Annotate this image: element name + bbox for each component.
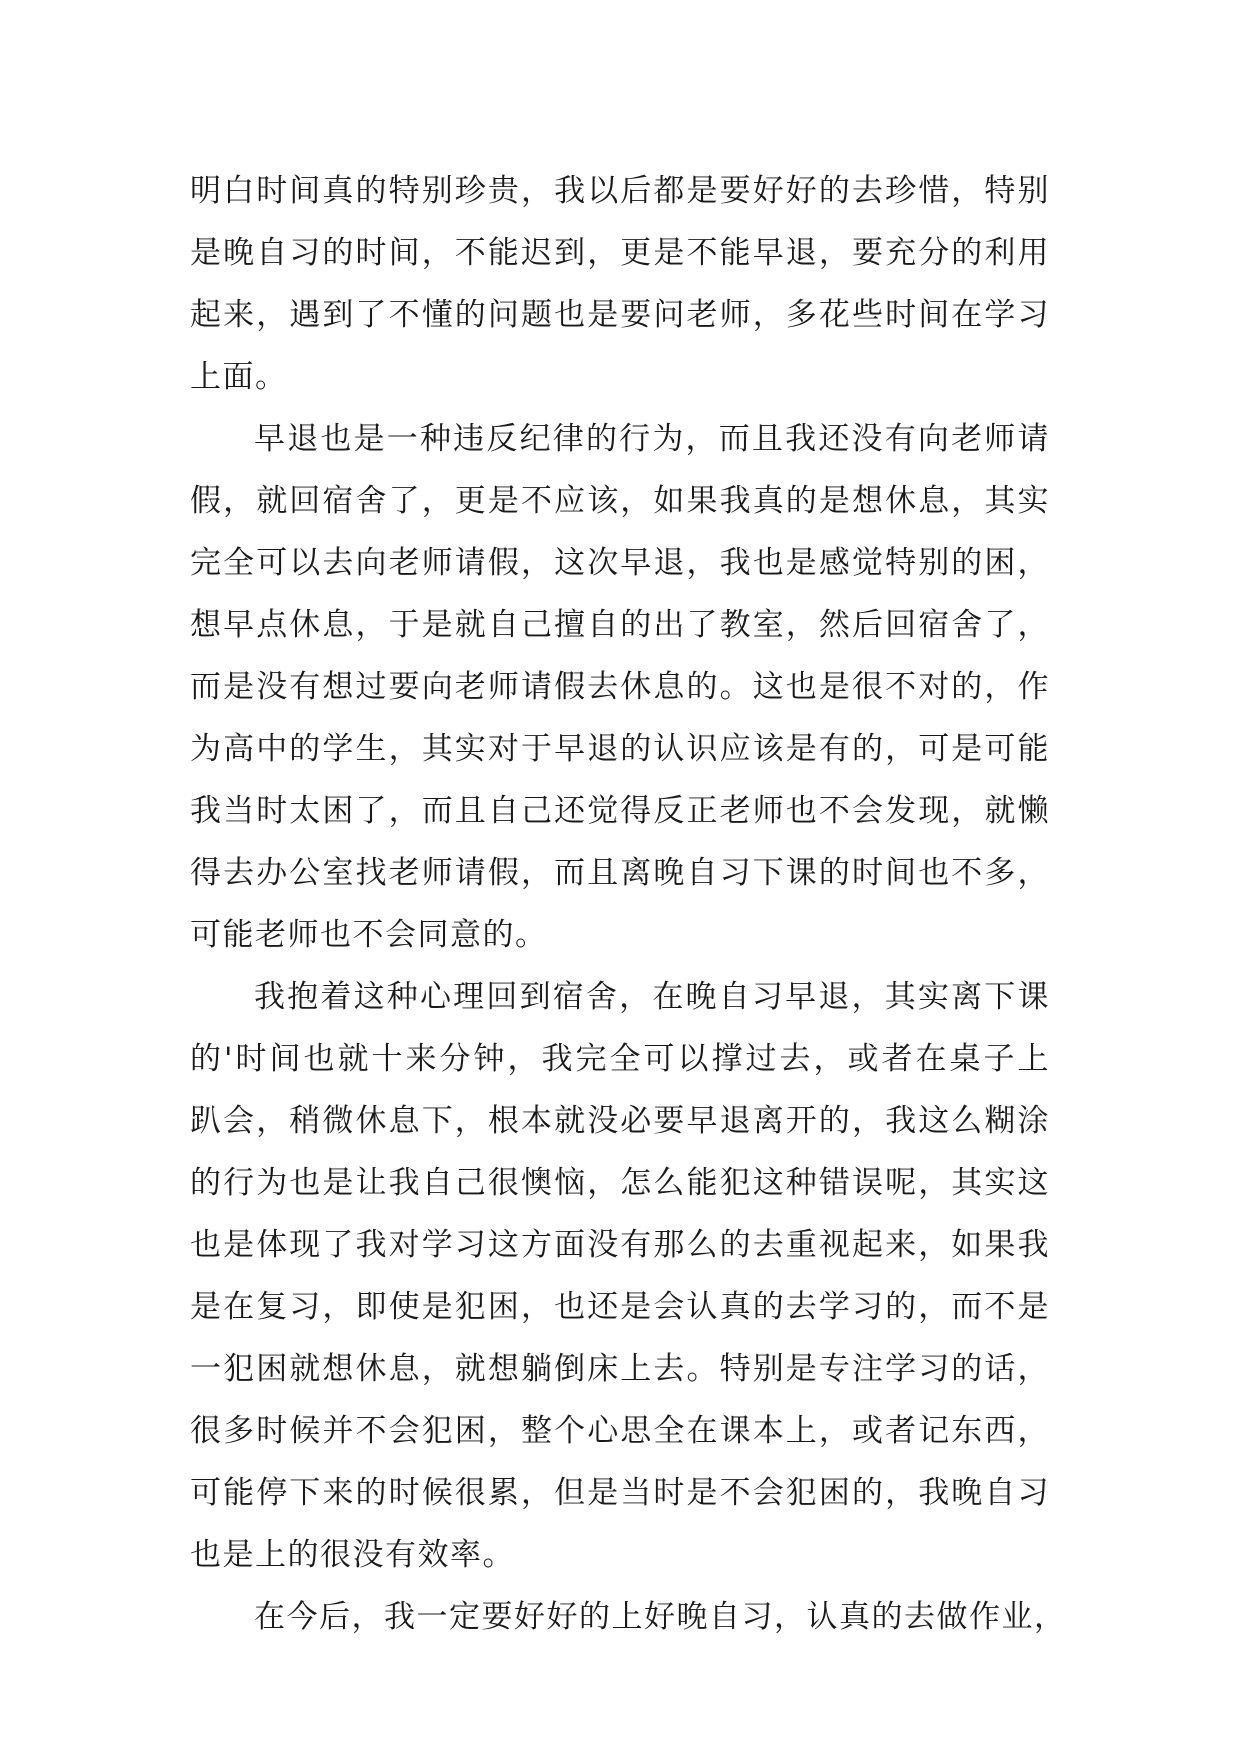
text-line: 的行为也是让我自己很懊恼，怎么能犯这种错误呢，其实这 <box>190 1165 1050 1201</box>
text-line: 得去办公室找老师请假，而且离晚自习下课的时间也不多， <box>190 855 1050 891</box>
text-line: 趴会，稍微休息下，根本就没必要早退离开的，我这么糊涂 <box>190 1103 1050 1139</box>
text-line: 明白时间真的特别珍贵，我以后都是要好好的去珍惜，特别 <box>190 173 1050 209</box>
text-line: 上面。 <box>190 359 288 395</box>
text-line: 是在复习，即使是犯困，也还是会认真的去学习的，而不是 <box>190 1289 1050 1325</box>
text-line: 假，就回宿舍了，更是不应该，如果我真的是想休息，其实 <box>190 483 1050 519</box>
text-line: 也是上的很没有效率。 <box>190 1537 515 1573</box>
text-line: 可能老师也不会同意的。 <box>190 917 548 953</box>
text-line: 一犯困就想休息，就想躺倒床上去。特别是专注学习的话， <box>190 1351 1050 1387</box>
text-line: 可能停下来的时候很累，但是当时是不会犯困的，我晚自习 <box>190 1475 1050 1511</box>
paragraph-first-line: 早退也是一种违反纪律的行为，而且我还没有向老师请 <box>254 421 1050 457</box>
text-line: 是晚自习的时间，不能迟到，更是不能早退，要充分的利用 <box>190 235 1050 271</box>
text-line: 起来，遇到了不懂的问题也是要问老师，多花些时间在学习 <box>190 297 1050 333</box>
text-line: 的'时间也就十来分钟，我完全可以撑过去，或者在桌子上 <box>190 1041 1050 1077</box>
paragraph-first-line: 在今后，我一定要好好的上好晚自习，认真的去做作业， <box>254 1599 1067 1635</box>
text-line: 为高中的学生，其实对于早退的认识应该是有的，可是可能 <box>190 731 1050 767</box>
text-line: 也是体现了我对学习这方面没有那么的去重视起来，如果我 <box>190 1227 1050 1263</box>
text-line: 我当时太困了，而且自己还觉得反正老师也不会发现，就懒 <box>190 793 1050 829</box>
text-line: 很多时候并不会犯困，整个心思全在课本上，或者记东西， <box>190 1413 1050 1449</box>
paragraph-first-line: 我抱着这种心理回到宿舍，在晚自习早退，其实离下课 <box>254 979 1050 1015</box>
document-body <box>190 160 1067 1648</box>
text-line: 完全可以去向老师请假，这次早退，我也是感觉特别的困， <box>190 545 1050 581</box>
text-line: 而是没有想过要向老师请假去休息的。这也是很不对的，作 <box>190 669 1050 705</box>
text-line: 想早点休息，于是就自己擅自的出了教室，然后回宿舍了， <box>190 607 1050 643</box>
